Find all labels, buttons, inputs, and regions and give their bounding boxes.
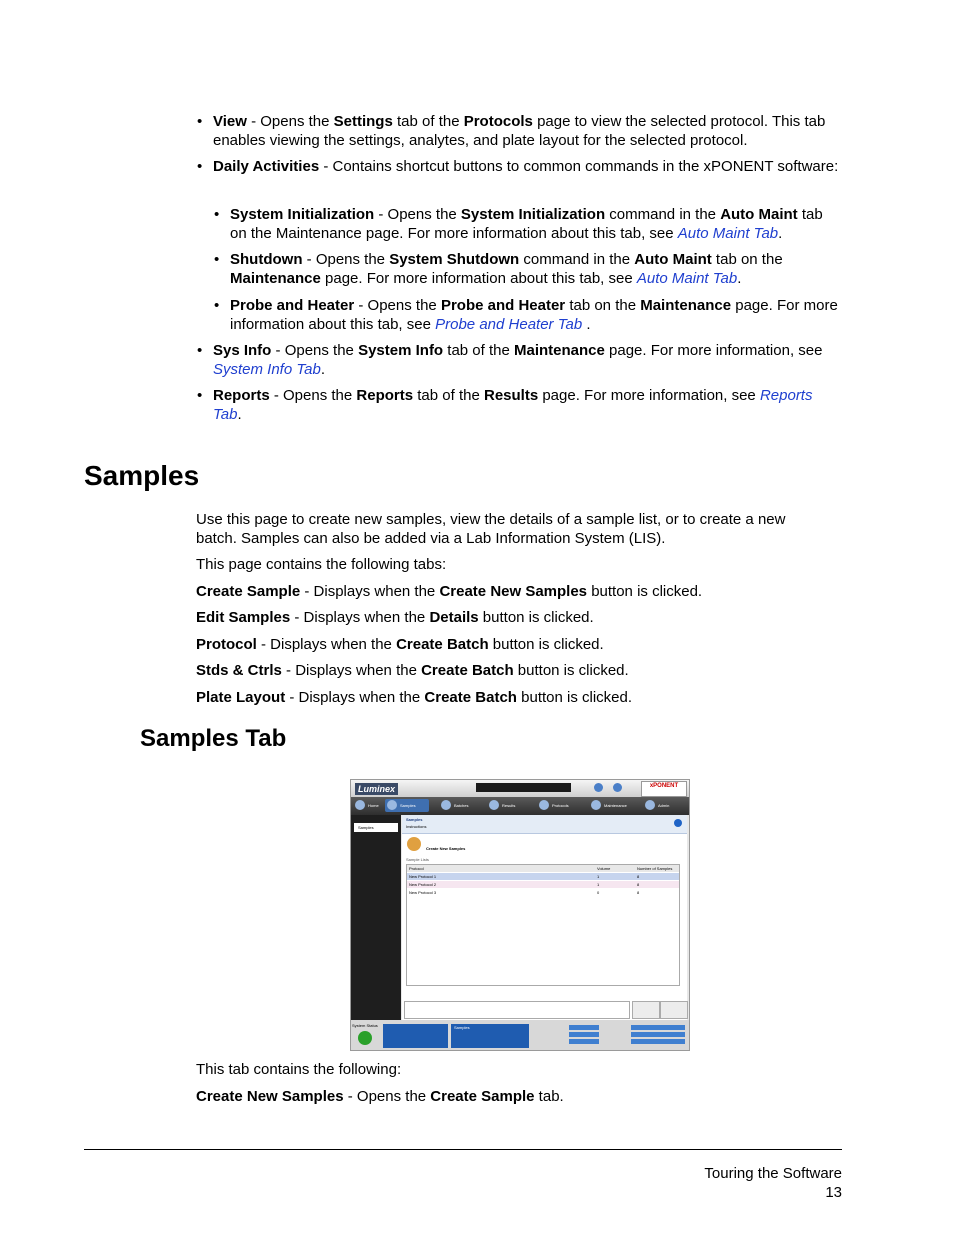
status-bar-3 <box>569 1039 599 1044</box>
samples-panel-label: Samples <box>454 1025 470 1030</box>
status-ok-icon <box>358 1031 372 1045</box>
sample-lists-label: Sample Lists <box>406 857 429 862</box>
app-top-bar <box>351 780 689 797</box>
status-bar-6 <box>631 1039 685 1044</box>
luminex-logo: Luminex <box>355 783 398 795</box>
nav-protocols[interactable]: Protocols <box>537 799 581 812</box>
auto-maint-tab-link-2[interactable]: Auto Maint Tab <box>636 270 738 287</box>
samples-heading: Samples <box>84 460 200 491</box>
nav-admin[interactable]: Admin <box>643 799 683 812</box>
create-new-samples-label[interactable]: Create New Samples <box>426 846 466 851</box>
maintenance-icon <box>591 800 601 810</box>
status-bar-4 <box>631 1025 685 1030</box>
xponent-brand: xPONENT <box>641 781 687 797</box>
status-bar-5 <box>631 1032 685 1037</box>
app-content <box>402 815 687 1020</box>
logoff-icon[interactable] <box>594 783 603 792</box>
status-bar-1 <box>569 1025 599 1030</box>
bullet-daily-activities: • Daily Activities - Contains shortcut buttons to common commands in the xPONENT software: <box>197 158 839 175</box>
bullet-probe-and-heater: • Probe and Heater - Opens the Probe and Heater tab on the Maintenance page. For more information about this tab, see Probe and Heater Tab . <box>214 297 838 333</box>
samples-tab-heading: Samples Tab <box>140 725 287 752</box>
table-row[interactable]: New Protocol 1 1 8 <box>407 873 679 880</box>
tabs-intro: This page contains the following tabs: <box>196 556 447 573</box>
nav-samples[interactable]: Samples <box>385 799 429 812</box>
table-row[interactable]: New Protocol 3 0 8 <box>409 890 640 895</box>
table-header: Protocol Volume Number of Samples <box>407 865 679 872</box>
samples-icon <box>387 800 397 810</box>
tab-desc-protocol: Protocol - Displays when the Create Batch button is clicked. <box>196 636 604 653</box>
tab-desc-edit-samples: Edit Samples - Displays when the Details button is clicked. <box>196 609 594 626</box>
status-panel-samples <box>451 1024 529 1048</box>
system-status-bar <box>351 1020 689 1050</box>
tab-desc-plate-layout: Plate Layout - Displays when the Create Batch button is clicked. <box>196 689 633 706</box>
tab-desc-stds-ctrls: Stds & Ctrls - Displays when the Create Batch button is clicked. <box>196 662 629 679</box>
protocols-icon <box>539 800 549 810</box>
details-button[interactable] <box>632 1001 660 1019</box>
system-status-label: System Status <box>352 1023 378 1028</box>
details-box <box>404 1001 630 1019</box>
nav-batches[interactable]: Batches <box>439 799 483 812</box>
bullet-view: • View - Opens the Settings tab of the Protocols page to view the selected protocol. This tab enables viewing the settings, analytes, and plate layout for the selected protocol. <box>197 113 826 149</box>
samples-tab-screenshot <box>350 779 690 1051</box>
create-new-samples-icon[interactable] <box>407 837 421 851</box>
bullet-reports: • Reports - Opens the Reports tab of the Results page. For more information, see Reports Tab. <box>197 387 813 423</box>
help-icon[interactable] <box>613 783 622 792</box>
footer-section: Touring the Software <box>704 1165 842 1182</box>
app-sidebar <box>351 815 401 1020</box>
bullet-system-initialization: • System Initialization - Opens the System Initialization command in the Auto Maint tab on the Maintenance page. For more information about this tab, see Auto Maint Tab. <box>214 206 823 242</box>
content-title: Samples <box>406 817 423 822</box>
user-box <box>476 783 571 792</box>
status-panel-1 <box>383 1024 448 1048</box>
content-header <box>402 815 687 834</box>
nav-maintenance[interactable]: Maintenance <box>589 799 639 812</box>
sample-lists-table <box>406 864 680 986</box>
bullet-shutdown: • Shutdown - Opens the System Shutdown command in the Auto Maint tab on the Maintenance page. For more information about this tab, see Auto Maint Tab. <box>214 251 783 287</box>
home-icon <box>355 800 365 810</box>
table-row[interactable]: New Protocol 2 1 8 <box>407 881 679 888</box>
samples-intro: Use this page to create new samples, view the details of a sample list, or to create a new batch. Samples can also be added via a Lab Information System (LIS). <box>196 511 786 547</box>
nav-home[interactable]: Home <box>353 799 383 812</box>
app-nav-bar <box>351 797 689 815</box>
create-batch-button[interactable] <box>660 1001 688 1019</box>
tab-desc-create-sample: Create Sample - Displays when the Create New Samples button is clicked. <box>196 583 703 600</box>
footer-rule <box>84 1149 842 1150</box>
nav-results[interactable]: Results <box>487 799 531 812</box>
results-icon <box>489 800 499 810</box>
footer-page-number: 13 <box>825 1184 842 1201</box>
info-icon[interactable] <box>674 819 682 827</box>
bullet-sys-info: • Sys Info - Opens the System Info tab of the Maintenance page. For more information, see System Info Tab. <box>197 342 823 378</box>
auto-maint-tab-link[interactable]: Auto Maint Tab <box>677 225 779 242</box>
sidebar-item-samples[interactable]: Samples <box>354 823 398 832</box>
admin-icon <box>645 800 655 810</box>
batches-icon <box>441 800 451 810</box>
content-subtitle: Instructions <box>406 824 427 829</box>
status-bar-2 <box>569 1032 599 1037</box>
tab-contains: This tab contains the following: <box>196 1061 402 1078</box>
system-info-tab-link[interactable]: System Info Tab <box>213 361 321 378</box>
create-new-samples-desc: Create New Samples - Opens the Create Sample tab. <box>196 1088 564 1105</box>
footer <box>704 1164 842 1202</box>
reports-tab-link[interactable]: Reports Tab <box>213 387 813 423</box>
probe-and-heater-tab-link[interactable]: Probe and Heater Tab <box>435 316 583 333</box>
